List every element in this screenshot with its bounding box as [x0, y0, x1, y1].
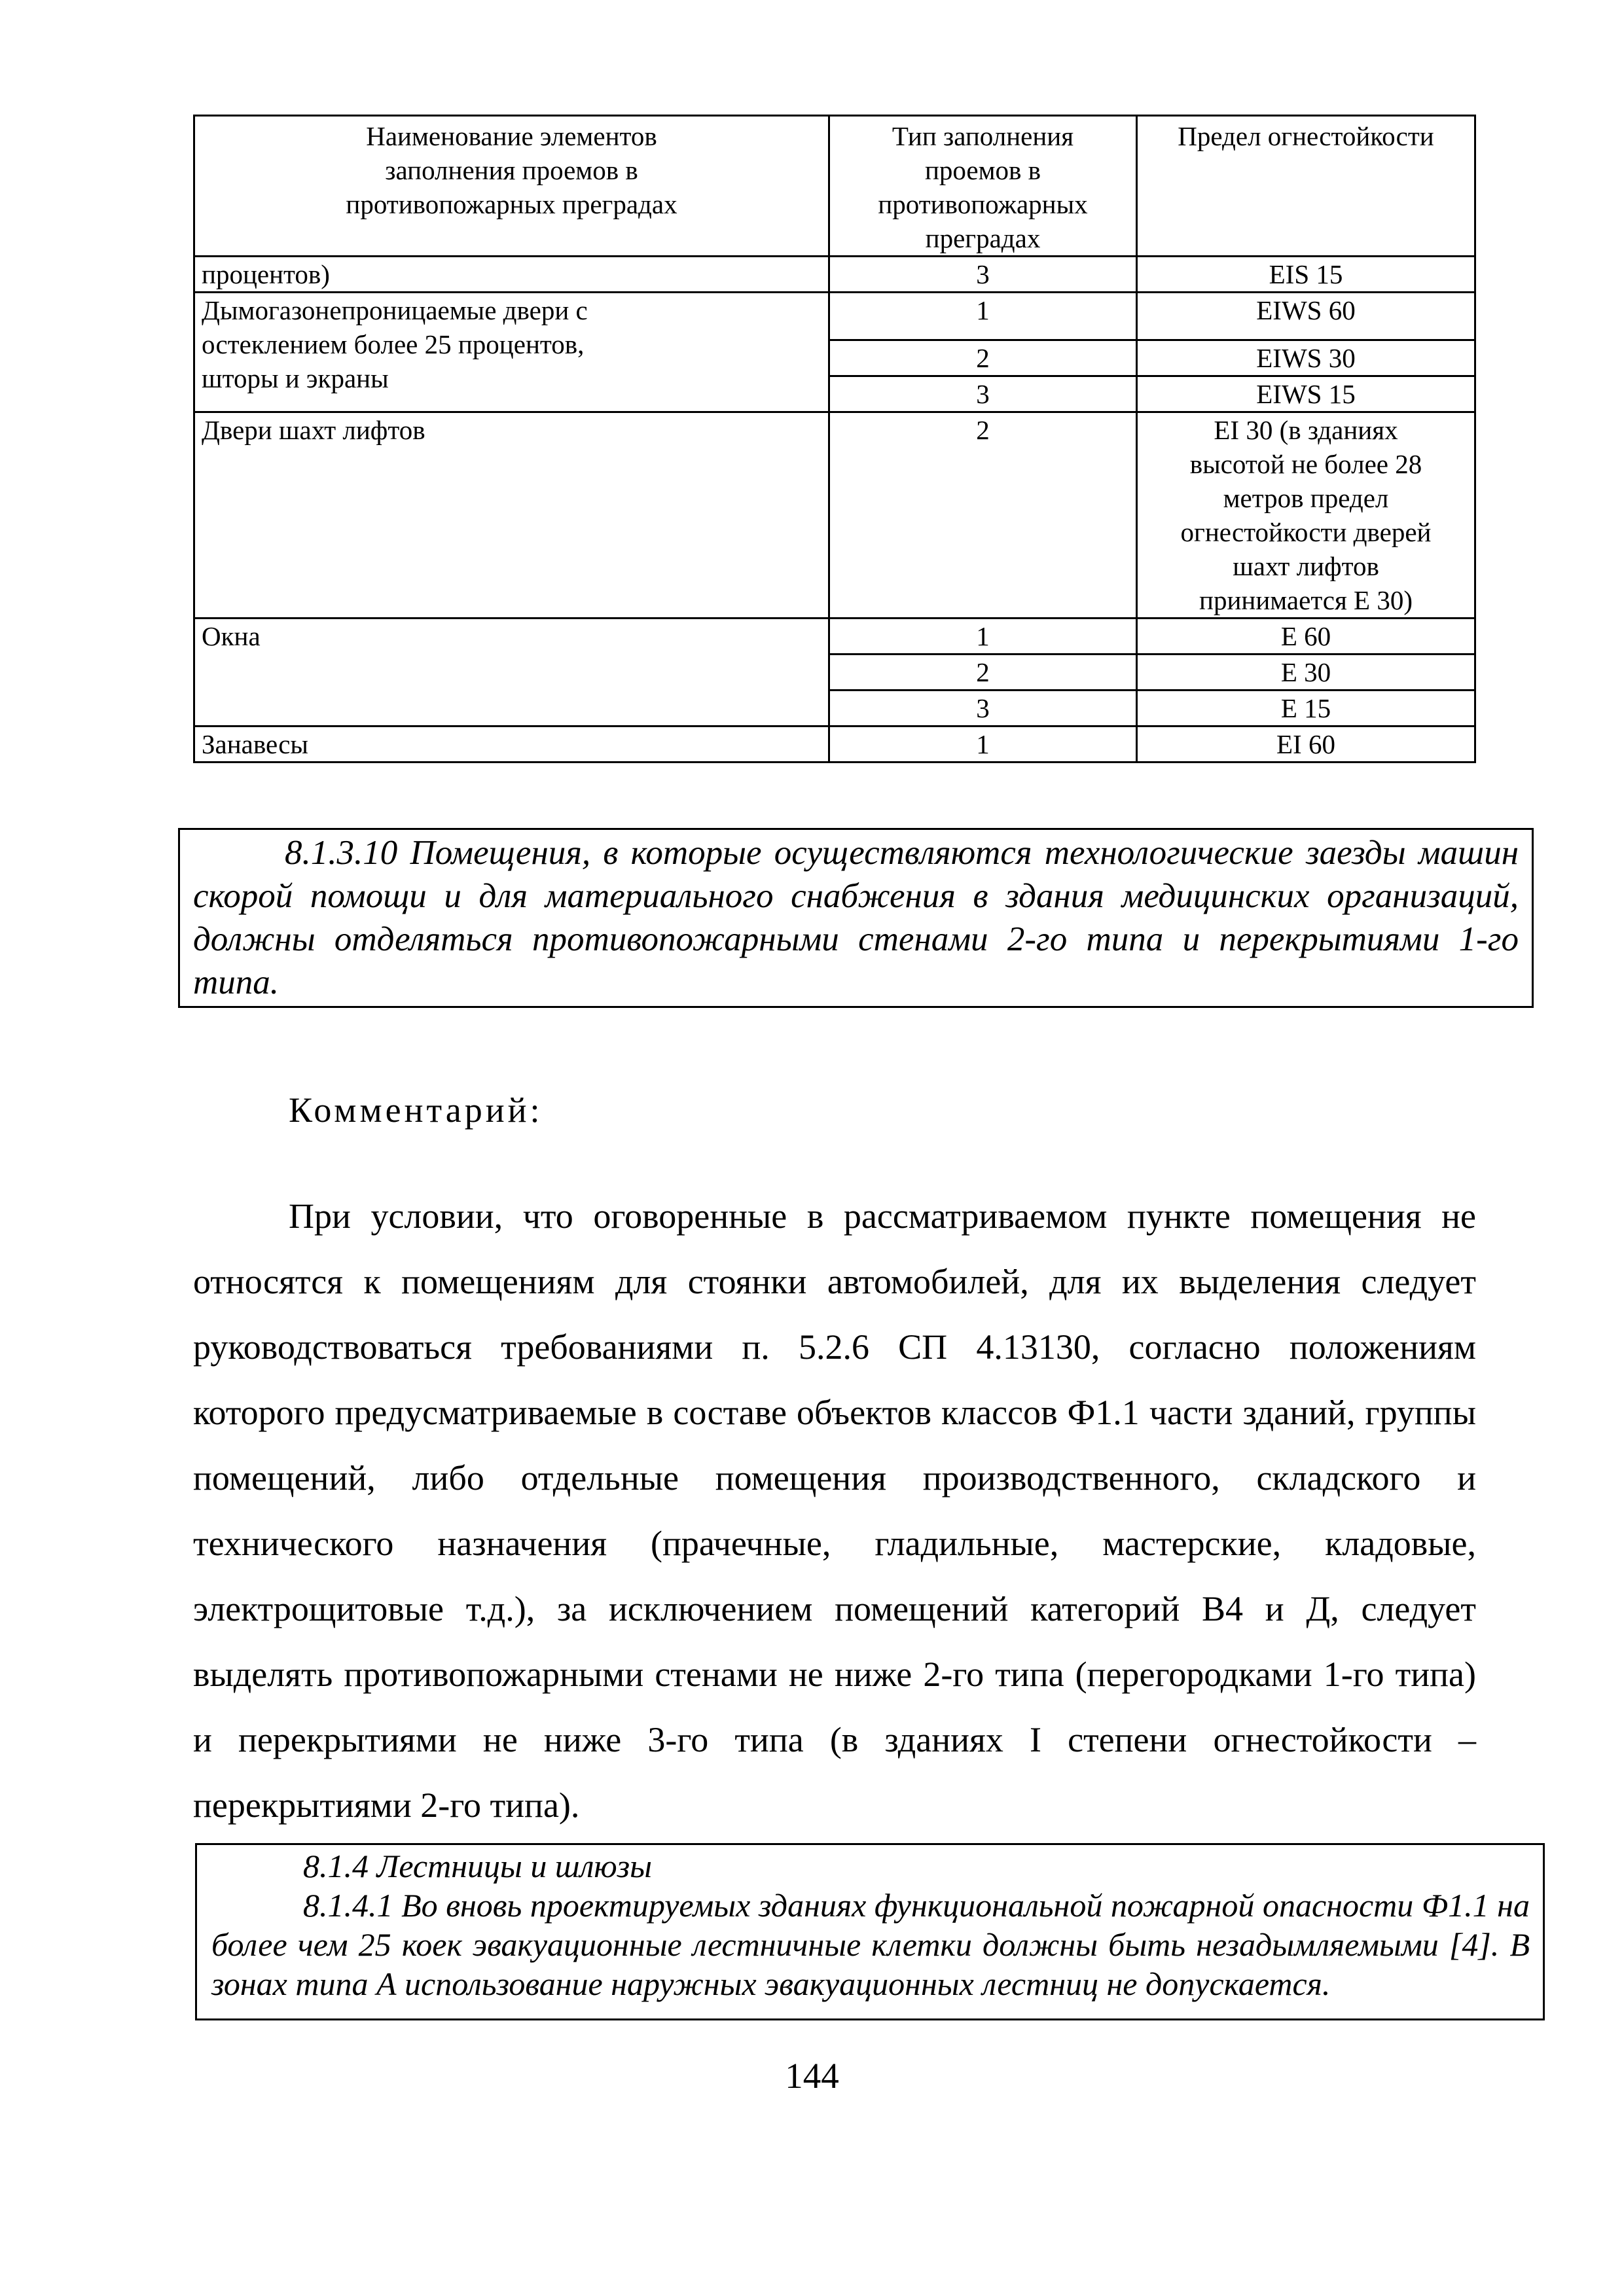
- clause-8-1-4-1-text: 8.1.4.1 Во вновь проектируемых зданиях функциональной пожарной опасности Ф1.1 на более чем 25 коек эвакуационные лестничные клетки должны быть незадымляемыми [4]. В зонах типа А использование наружных эвакуационных лестниц не допускается.: [211, 1887, 1530, 2002]
- cell-element-name: Окна: [194, 619, 829, 726]
- table-row: [194, 619, 1475, 655]
- cell-fire-limit: EIWS 60: [1137, 293, 1475, 340]
- header-element-name: Наименование элементов заполнения проемов в противопожарных преградах: [194, 116, 829, 257]
- cell-fill-type: 3: [829, 691, 1137, 726]
- cell-element-name: Двери шахт лифтов: [194, 412, 829, 619]
- clause-8-1-3-10-box: [178, 828, 1534, 1008]
- header-fill-type: Тип заполнения проемов в противопожарных преградах: [829, 116, 1137, 257]
- cell-fill-type: 1: [829, 619, 1137, 655]
- cell-fire-limit: EIS 15: [1137, 257, 1475, 293]
- header-fire-limit: Предел огнестойкости: [1137, 116, 1475, 257]
- cell-fill-type: 2: [829, 412, 1137, 619]
- cell-fill-type: 2: [829, 340, 1137, 376]
- cell-fire-limit: Е 60: [1137, 619, 1475, 655]
- cell-fill-type: 1: [829, 293, 1137, 340]
- page-number: 144: [785, 2056, 839, 2096]
- cell-fire-limit: EIWS 15: [1137, 376, 1475, 412]
- cell-fire-limit: EI 30 (в зданиях высотой не более 28 метров предел огнестойкости дверей шахт лифтов принимается Е 30): [1137, 412, 1475, 619]
- cell-fire-limit: EIWS 30: [1137, 340, 1475, 376]
- fire-resistance-table: [193, 115, 1476, 763]
- clause-8-1-4-title: 8.1.4 Лестницы и шлюзы: [303, 1848, 653, 1884]
- cell-element-name: Занавесы: [194, 726, 829, 762]
- table-row: [194, 257, 1475, 293]
- comment-body: При условии, что оговоренные в рассматриваемом пункте помещения не относятся к помещениям для стоянки автомобилей, для их выделения следует руководствоваться требованиями п. 5.2.6 СП 4.13130, согласно положениям которого предусматриваемые в составе объектов классов Ф1.1 части зданий, группы помещений, либо отдельные помещения производственного, складского и технического назначения (прачечные, гладильные, мастерские, кладовые, электрощитовые т.д.), за исключением помещений категорий В4 и Д, следует выделять противопожарными стенами не ниже 2-го типа (перегородками 1-го типа) и перекрытиями не ниже 3-го типа (в зданиях I степени огнестойкости – перекрытиями 2-го типа).: [193, 1196, 1476, 1825]
- table-row: [194, 412, 1475, 619]
- cell-fill-type: 3: [829, 376, 1137, 412]
- cell-fire-limit: Е 15: [1137, 691, 1475, 726]
- cell-fire-limit: EI 60: [1137, 726, 1475, 762]
- clause-8-1-3-10-text: 8.1.3.10 Помещения, в которые осуществляются технологические заезды машин скорой помощи и для материального снабжения в здания медицинских организаций, должны отделяться противопожарными стенами 2-го типа и перекрытиями 1-го типа.: [193, 834, 1519, 1001]
- cell-element-name: Дымогазонепроницаемые двери с остеклением более 25 процентов, шторы и экраны: [194, 293, 829, 412]
- cell-fill-type: 3: [829, 257, 1137, 293]
- cell-fire-limit: Е 30: [1137, 655, 1475, 691]
- cell-fill-type: 2: [829, 655, 1137, 691]
- table-header-row: [194, 116, 1475, 257]
- clause-8-1-4-box: [195, 1843, 1545, 2020]
- table-row: [194, 726, 1475, 762]
- comment-heading: Комментарий:: [289, 1090, 543, 1130]
- cell-element-name: процентов): [194, 257, 829, 293]
- table-row: [194, 293, 1475, 340]
- cell-fill-type: 1: [829, 726, 1137, 762]
